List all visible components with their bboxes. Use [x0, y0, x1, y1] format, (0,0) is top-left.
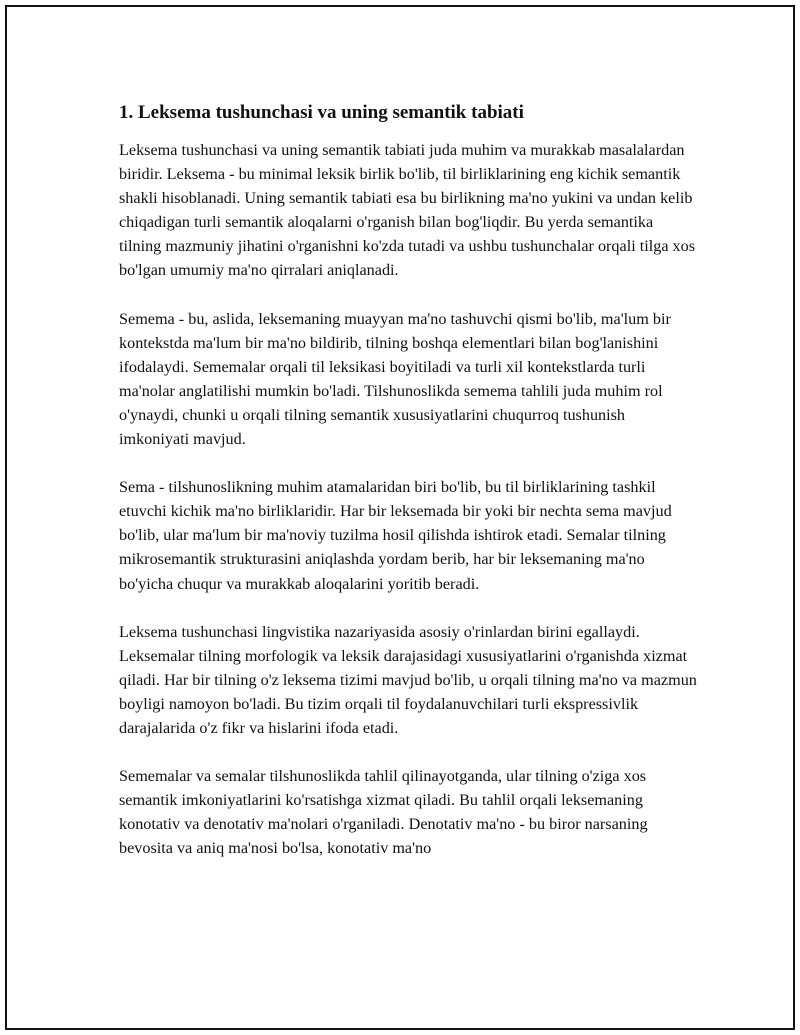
page-frame [5, 5, 795, 1030]
section-heading: 1. Leksema tushunchasi va uning semantik tabiati [119, 102, 524, 123]
paragraph-2: Semema - bu, aslida, leksemaning muayyan ma'no tashuvchi qismi bo'lib, ma'lum bir kontekstda ma'lum bir ma'no bildirib, tilning boshqa elementlari bilan bog'lanishini ifodalaydi. Sememalar orqali til leksikasi boyitiladi va turli xil kontekstlarda turli ma'nolar anglatilishi mumkin bo'ladi. Tilshunoslikda semema tahlili juda muhim rol o'ynaydi, chunki u orqali tilning semantik xususiyatlarini chuqurroq tushunish imkoniyati mavjud. [119, 309, 671, 449]
paragraph-4: Leksema tushunchasi lingvistika nazariyasida asosiy o'rinlardan birini egallaydi. Leksemalar tilning morfologik va leksik darajasidagi xususiyatlarini o'rganishda xizmat qiladi. Har bir tilning o'z leksema tizimi mavjud bo'lib, u orqali tilning ma'no va mazmun boyligi namoyon bo'ladi. Bu tizim orqali til foydalanuvchilari turli ekspressivlik darajalarida o'z fikr va hislarini ifoda etadi. [119, 622, 697, 737]
paragraph-1: Leksema tushunchasi va uning semantik tabiati juda muhim va murakkab masalalardan biridir. Leksema - bu minimal leksik birlik bo'lib, til birliklarining eng kichik semantik shakli hisoblanadi. Uning semantik tabiati esa bu birlikning ma'no yukini va undan kelib chiqadigan turli semantik aloqalarni o'rganish bilan bog'liqdir. Bu yerda semantika tilning mazmuniy jihatini o'rganishni ko'zda tutadi va ushbu tushunchalar orqali tilga xos bo'lgan umumiy ma'no qirralari aniqlanadi. [119, 141, 696, 280]
document-body [119, 99, 699, 884]
paragraph-3: Sema - tilshunoslikning muhim atamalaridan biri bo'lib, bu til birliklarining tashkil etuvchi kichik ma'no birliklaridir. Har bir leksemada bir yoki bir nechta sema mavjud bo'lib, ular ma'lum bir ma'noviy tuzilma hosil qilishda ishtirok etadi. Semalar tilning mikrosemantik strukturasini aniqlashda yordam berib, har bir leksemaning ma'no bo'yicha chuqur va murakkab aloqalarini yoritib beradi. [119, 478, 672, 593]
paragraph-5: Sememalar va semalar tilshunoslikda tahlil qilinayotganda, ular tilning o'ziga xos semantik imkoniyatlarini ko'rsatishga xizmat qiladi. Bu tahlil orqali leksemaning konotativ va denotativ ma'nolari o'rganiladi. Denotativ ma'no - bu biror narsaning bevosita va aniq ma'nosi bo'lsa, konotativ ma'no [119, 767, 648, 858]
